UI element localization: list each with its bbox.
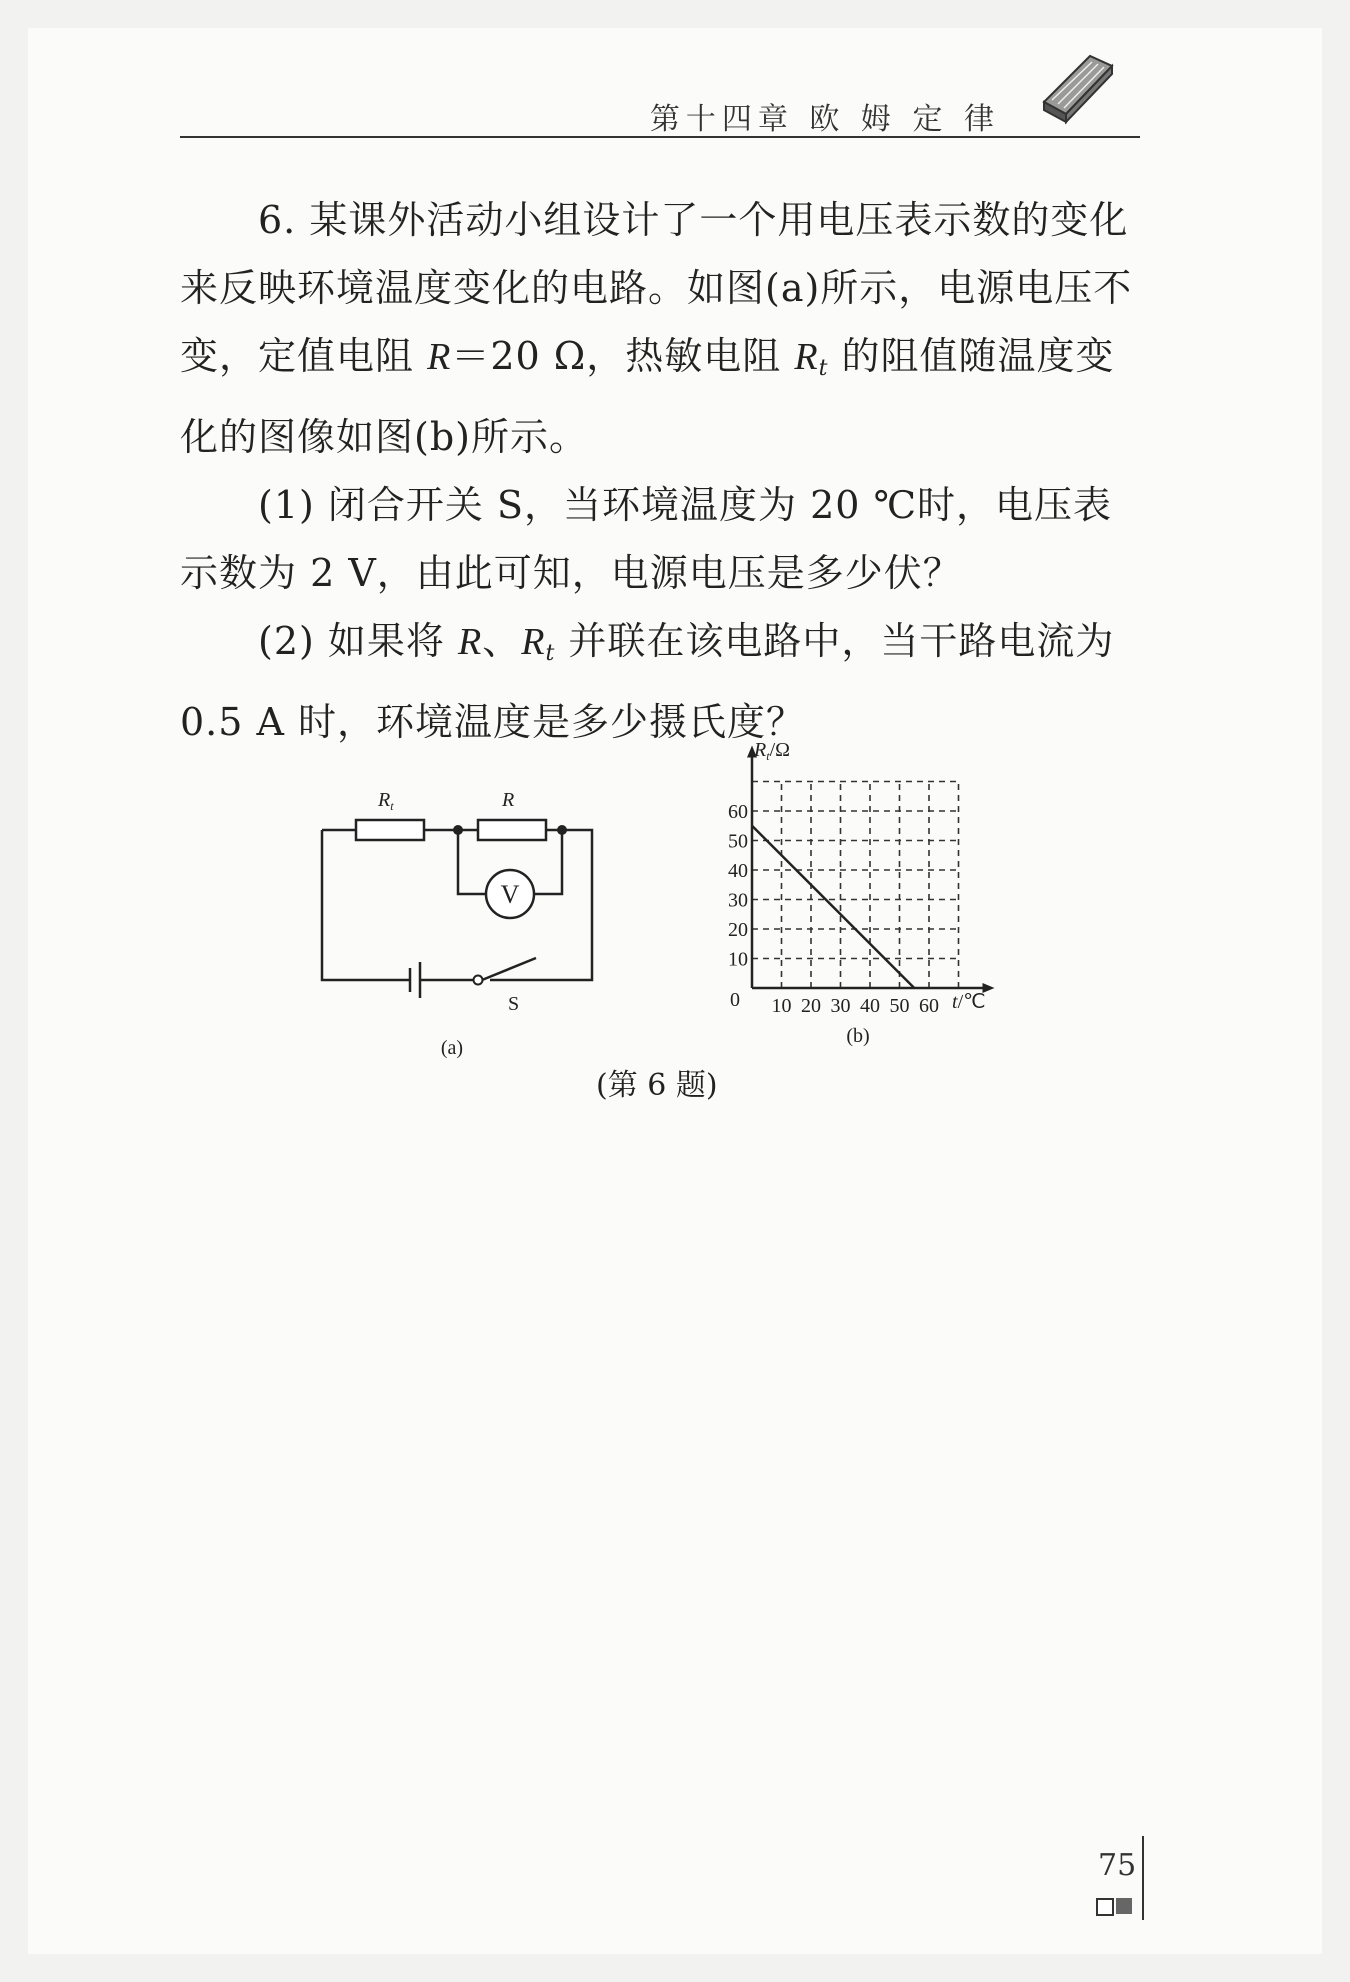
- x-tick-label: 60: [919, 995, 939, 1017]
- x-axis-label: t/℃: [952, 991, 986, 1013]
- thermistor-rt: [356, 820, 424, 840]
- page-number: 75: [1098, 1848, 1137, 1883]
- origin-label: 0: [730, 989, 740, 1011]
- series-line: [752, 826, 914, 988]
- caption-b: (b): [846, 1025, 870, 1047]
- label-s: S: [508, 993, 520, 1015]
- y-tick-label: 10: [728, 948, 748, 971]
- label-v: V: [500, 880, 520, 909]
- switch-s: [482, 958, 536, 980]
- caption-a: (a): [440, 1037, 464, 1059]
- circuit-diagram: [300, 770, 620, 1060]
- y-tick-label: 50: [728, 830, 748, 853]
- circuit-wire-left: [322, 830, 410, 980]
- y-axis-label: $R_t/\Omega$: [754, 739, 790, 763]
- figure-caption: (第 6 题): [596, 1068, 718, 1103]
- label-r: R: [502, 789, 515, 811]
- chapter-header: [180, 94, 1140, 138]
- rt-temperature-chart: [700, 736, 1020, 1056]
- question-number: 6.: [258, 198, 297, 242]
- resistor-r: [478, 820, 546, 840]
- y-tick-label: 60: [728, 801, 748, 823]
- x-tick-label: 40: [860, 995, 880, 1017]
- chapter-title: 第十四章 欧 姆 定 律: [649, 102, 1000, 137]
- y-tick-label: 30: [728, 889, 748, 912]
- switch-terminal: [474, 976, 483, 985]
- x-tick-label: 20: [801, 995, 821, 1017]
- book-icon: [1038, 50, 1118, 126]
- x-tick-label: 50: [889, 995, 910, 1017]
- y-tick-label: 20: [728, 919, 748, 941]
- junction-dot: [453, 825, 463, 835]
- page-marker-filled: [1116, 1898, 1132, 1914]
- x-tick-label: 30: [830, 995, 851, 1017]
- question-part-2: (2) 如果将 R、$R_t$ 并联在该电路中，当干路电流为 0.5 A 时，环境温度是多少摄氏度？: [180, 619, 1115, 744]
- junction-dot: [557, 825, 567, 835]
- question-part-1: (1) 闭合开关 S，当环境温度为 20 ℃时，电压表示数为 2 V，由此可知，电源电压是多少伏？: [180, 483, 1113, 595]
- question-6: [180, 186, 1140, 756]
- question-intro: 6. 某课外活动小组设计了一个用电压表示数的变化来反映环境温度变化的电路。如图(a)所示，电源电压不变，定值电阻 R＝20 Ω，热敏电阻 $R_t$ 的阻值随温度变化的图像如图(b)所示。: [180, 198, 1133, 459]
- battery-symbol: [410, 962, 474, 998]
- x-tick-label: 10: [771, 995, 792, 1017]
- page-divider: [1142, 1836, 1144, 1920]
- page-marker-empty: [1096, 1898, 1114, 1916]
- label-rt: $R_t$: [378, 789, 394, 813]
- y-tick-label: 40: [728, 860, 748, 882]
